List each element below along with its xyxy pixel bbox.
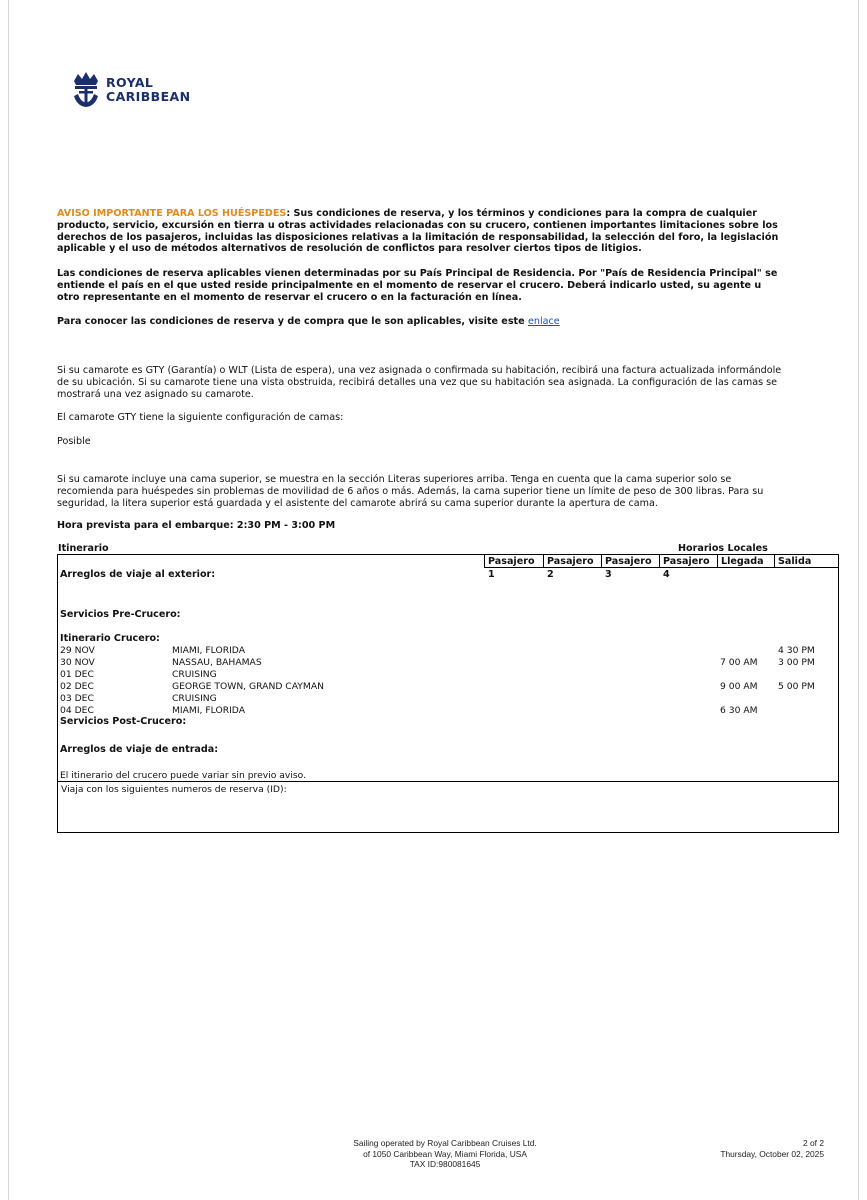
important-notice	[57, 208, 787, 255]
col-pasajero-1: Pasajero 1	[484, 555, 543, 568]
notice-label: AVISO IMPORTANTE PARA LOS HUÉSPEDES	[57, 208, 287, 219]
row-arrival: 6 30 AM	[720, 705, 758, 716]
row-departure: 4 30 PM	[778, 645, 815, 656]
pre-cruise-heading: Servicios Pre-Crucero:	[60, 609, 181, 620]
conditions-link[interactable]: enlace	[527, 316, 560, 327]
footer-page-info	[660, 1138, 824, 1159]
cruise-itinerary-heading: Itinerario Crucero:	[60, 633, 160, 644]
itinerary-row	[60, 669, 836, 681]
row-port: MIAMI, FLORIDA	[172, 645, 245, 656]
row-date: 30 NOV	[60, 657, 95, 668]
bed-config-label: El camarote GTY tiene la siguiente configuración de camas:	[57, 412, 344, 423]
outbound-travel-heading: Arreglos de viaje al exterior:	[60, 569, 216, 580]
row-port: GEORGE TOWN, GRAND CAYMAN	[172, 681, 324, 692]
itinerary-row	[60, 657, 836, 669]
itinerary-row	[60, 693, 836, 705]
itinerary-title: Itinerario	[58, 543, 109, 554]
bed-config-value: Posible	[57, 436, 91, 447]
reservation-ids-box	[57, 781, 839, 833]
page-edge-right	[858, 0, 859, 1200]
footer-operator	[330, 1138, 560, 1170]
row-port: NASSAU, BAHAMAS	[172, 657, 262, 668]
itinerary-row	[60, 681, 836, 693]
row-date: 04 DEC	[60, 705, 94, 716]
row-port: CRUISING	[172, 669, 217, 680]
row-date: 02 DEC	[60, 681, 94, 692]
col-pasajero-4: Pasajero 4	[659, 555, 717, 568]
row-port: MIAMI, FLORIDA	[172, 705, 245, 716]
reservation-ids-label: Viaja con los siguientes numeros de reserva (ID):	[61, 784, 287, 795]
page-number: 2 of 2	[803, 1138, 824, 1148]
conditions-text: Para conocer las condiciones de reserva y de compra que le son aplicables, visite este	[57, 316, 528, 327]
row-arrival: 9 00 AM	[720, 681, 758, 692]
page-edge-left	[8, 0, 9, 1200]
footer-line-2: of 1050 Caribbean Way, Miami Florida, USA	[363, 1148, 527, 1159]
cabin-paragraph: Si su camarote es GTY (Garantía) o WLT (Lista de espera), una vez asignada o confirmada su habitación, recibirá una factura actualizada informándole de su ubicación. Si su camarote tiene una vista obstruida, recibirá detalles una vez que su habitación sea asignada. La configuración de las camas se mostrará una vez asignado su camarote.	[57, 365, 782, 400]
brand-name	[106, 76, 190, 104]
row-arrival: 7 00 AM	[720, 657, 758, 668]
col-pasajero-3: Pasajero 3	[601, 555, 659, 568]
footer-line-3: TAX ID:980081645	[409, 1159, 481, 1169]
upper-bed-paragraph: Si su camarote incluye una cama superior, se muestra en la sección Literas superiores arriba. Tenga en cuenta que la cama superior solo se recomienda para huéspedes sin problemas de movilidad de 6 años o más. Además, la cama superior tiene un límite de peso de 300 libras. Para su seguridad, la litera superior está guardada y el asistente del camarote abrirá su cama superior durante la apertura de cama.	[57, 474, 764, 509]
col-llegada: Llegada	[717, 555, 774, 568]
row-departure: 5 00 PM	[778, 681, 815, 692]
row-date: 29 NOV	[60, 645, 95, 656]
row-date: 03 DEC	[60, 693, 94, 704]
print-date: Thursday, October 02, 2025	[720, 1148, 824, 1159]
col-salida: Salida	[774, 555, 838, 568]
row-date: 01 DEC	[60, 669, 94, 680]
footer-line-1: Sailing operated by Royal Caribbean Cruises Ltd.	[353, 1138, 537, 1148]
inbound-travel-heading: Arreglos de viaje de entrada:	[60, 744, 219, 755]
crown-anchor-icon	[71, 72, 101, 108]
conditions-paragraph	[57, 316, 787, 328]
boarding-time: Hora prevista para el embarque: 2:30 PM - 3:00 PM	[57, 520, 336, 531]
itinerary-change-notice: El itinerario del crucero puede variar sin previo aviso.	[60, 770, 307, 781]
post-cruise-heading: Servicios Post-Crucero:	[60, 716, 187, 727]
itinerary-row	[60, 645, 836, 657]
row-departure: 3 00 PM	[778, 657, 815, 668]
royal-caribbean-logo	[71, 72, 201, 110]
brand-line-2: CARIBBEAN	[106, 89, 191, 104]
col-pasajero-2: Pasajero 2	[543, 555, 601, 568]
residence-paragraph: Las condiciones de reserva aplicables vienen determinadas por su País Principal de Residencia. Por "País de Residencia Principal" se entiende el país en el que usted reside principalmente en el momento de reservar el crucero. Deberá indicarlo usted, su agente u otro representante en el momento de reservar el crucero o en la facturación en línea.	[57, 268, 778, 303]
local-times-heading: Horarios Locales	[678, 543, 768, 554]
notice-text: : Sus condiciones de reserva, y los términos y condiciones para la compra de cualquier producto, servicio, excursión en tierra u otras actividades relacionadas con su crucero, contienen importantes limitaciones sobre los derechos de los pasajeros, incluidas las disposiciones relativas a la limitación de responsabilidad, la selección del foro, la legislación aplicable y el uso de métodos alternativos de resolución de conflictos para resolver ciertos tipos de litigios.	[57, 208, 779, 255]
brand-line-1: ROYAL	[106, 75, 154, 90]
row-port: CRUISING	[172, 693, 217, 704]
itinerary-table	[57, 554, 839, 782]
